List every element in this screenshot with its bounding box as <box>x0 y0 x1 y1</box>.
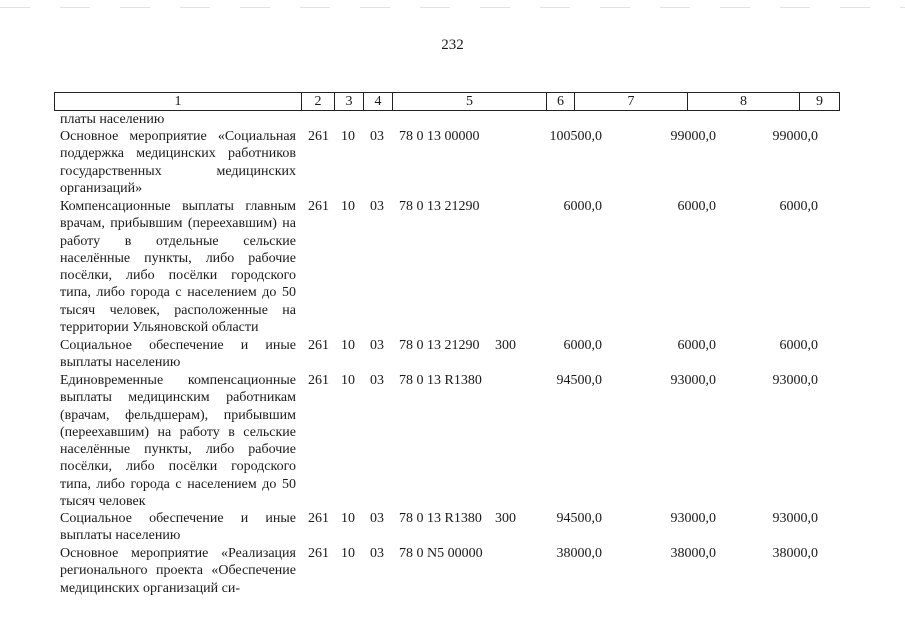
cell-col-8: 6000,0 <box>677 338 716 353</box>
cell-col-7: 100500,0 <box>549 129 602 144</box>
cell-col-4: 03 <box>370 546 384 561</box>
cell-col-4: 03 <box>370 511 384 526</box>
cell-col-9: 99000,0 <box>772 129 818 144</box>
header-col-1: 1 <box>55 93 302 110</box>
cell-col-8: 38000,0 <box>670 546 716 561</box>
cell-col-9: 6000,0 <box>779 338 818 353</box>
page-number: 232 <box>441 37 464 53</box>
cell-col-7: 38000,0 <box>556 546 602 561</box>
cell-col-2: 261 <box>308 373 329 388</box>
cell-col-3: 10 <box>341 338 355 353</box>
cell-col-3: 10 <box>341 199 355 214</box>
cell-col-4: 03 <box>370 373 384 388</box>
cell-col-5: 78 0 13 R1380 <box>399 373 482 388</box>
row-description: Основное мероприятие «Социальная поддержка медицинских работников государственных медицинских организаций» <box>60 129 296 196</box>
cell-col-5: 78 0 13 21290 <box>399 338 480 353</box>
cell-col-4: 03 <box>370 338 384 353</box>
row-description: Единовременные компенсационные выплаты медицинским работникам (врачам, фельдшерам), прибывшим (переехавшим) на работу в сельские населённые пункты, либо рабочие посёлки, либо посёлки городского типа, либо города с населением до 50 тысяч человек <box>60 373 296 510</box>
cell-col-6: 300 <box>495 511 516 526</box>
row-description: Социальное обеспечение и иные выплаты населению <box>60 338 296 371</box>
row-description: Социальное обеспечение и иные выплаты населению <box>60 511 296 544</box>
cell-col-2: 261 <box>308 129 329 144</box>
cell-col-2: 261 <box>308 546 329 561</box>
cell-col-5: 78 0 13 00000 <box>399 129 480 144</box>
row-description: Компенсационные выплаты главным врачам, прибывшим (переехавшим) на работу в отдельные сельские населённые пункты, либо рабочие посёлки, либо посёлки городского типа, либо города с населением до 50 тысяч человек, расположенные на территории Ульяновской области <box>60 199 296 336</box>
cell-col-6: 300 <box>495 338 516 353</box>
table-header-row <box>54 92 840 111</box>
cell-col-2: 261 <box>308 511 329 526</box>
header-col-7: 7 <box>575 93 688 110</box>
cell-col-5: 78 0 N5 00000 <box>399 546 483 561</box>
scan-artifact-line <box>0 7 905 8</box>
cell-col-8: 6000,0 <box>677 199 716 214</box>
header-col-4: 4 <box>364 93 393 110</box>
header-col-5: 5 <box>393 93 547 110</box>
cell-col-2: 261 <box>308 338 329 353</box>
cell-col-3: 10 <box>341 511 355 526</box>
cell-col-3: 10 <box>341 546 355 561</box>
cell-col-8: 93000,0 <box>670 511 716 526</box>
cell-col-7: 94500,0 <box>556 373 602 388</box>
cell-col-4: 03 <box>370 129 384 144</box>
header-col-6: 6 <box>547 93 575 110</box>
header-col-8: 8 <box>688 93 800 110</box>
header-col-3: 3 <box>335 93 364 110</box>
cell-col-5: 78 0 13 21290 <box>399 199 480 214</box>
cell-col-8: 93000,0 <box>670 373 716 388</box>
row-description: Основное мероприятие «Реализация регионального проекта «Обеспечение медицинских организаций си- <box>60 546 296 596</box>
cell-col-2: 261 <box>308 199 329 214</box>
cell-col-8: 99000,0 <box>670 129 716 144</box>
continued-text: платы населению <box>60 112 165 127</box>
header-col-2: 2 <box>302 93 335 110</box>
cell-col-3: 10 <box>341 129 355 144</box>
cell-col-3: 10 <box>341 373 355 388</box>
header-col-9: 9 <box>816 94 823 109</box>
cell-col-7: 94500,0 <box>556 511 602 526</box>
cell-col-4: 03 <box>370 199 384 214</box>
cell-col-9: 93000,0 <box>772 373 818 388</box>
cell-col-9: 6000,0 <box>779 199 818 214</box>
cell-col-5: 78 0 13 R1380 <box>399 511 482 526</box>
cell-col-7: 6000,0 <box>563 199 602 214</box>
cell-col-9: 93000,0 <box>772 511 818 526</box>
cell-col-7: 6000,0 <box>563 338 602 353</box>
cell-col-9: 38000,0 <box>772 546 818 561</box>
